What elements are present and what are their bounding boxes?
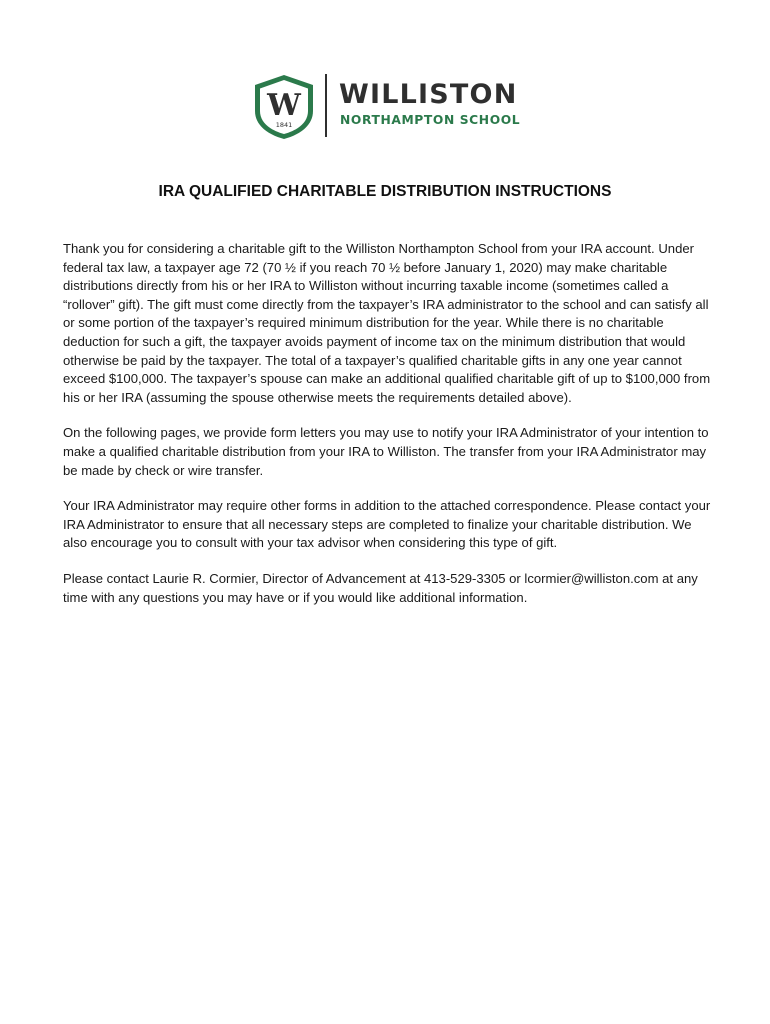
paragraph-form-letters: On the following pages, we provide form letters you may use to notify your IRA Administrator of your intention to make a qualified charitable distribution from your IRA to Williston. The transfer from your IRA Administrator may be made by check or wire transfer.: [63, 425, 709, 478]
paragraph-intro: Thank you for considering a charitable gift to the Williston Northampton School from your IRA account. Under federal tax law, a taxpayer age 72 (70 ½ if you reach 70 ½ before January 1, 2020) may make charitable distributions directly from his or her IRA to Williston without incurring taxable income (sometimes called a “rollover” gift). The gift must come directly from the taxpayer’s IRA administrator to the school and can satisfy all or some portion of the taxpayer’s required minimum distribution for the year. While there is no charitable deduction for such a gift, the taxpayer avoids payment of income tax on the minimum distribution that would otherwise be paid by the taxpayer. The total of a taxpayer’s qualified charitable gifts in any one year cannot exceed $100,000. The taxpayer’s spouse can make an additional qualified charitable gift of up to $100,000 from his or her IRA (assuming the spouse otherwise meets the requirements detailed above).: [63, 241, 711, 405]
logo-name-line1: WILLISTON: [339, 79, 518, 110]
document-body: [63, 240, 713, 624]
logo-divider: [325, 74, 327, 137]
crest-shield-icon: [253, 74, 315, 140]
paragraph-administrator: Your IRA Administrator may require other forms in addition to the attached correspondence. Please contact your IRA Administrator to ensure that all necessary steps are completed to finalize your charitable distribution. We also encourage you to consult with your tax advisor when considering this type of gift.: [63, 498, 711, 551]
crest-letter: W: [267, 88, 301, 123]
logo-name-line2: NORTHAMPTON SCHOOL: [340, 113, 521, 127]
page-title: IRA QUALIFIED CHARITABLE DISTRIBUTION INSTRUCTIONS: [158, 183, 612, 200]
paragraph-contact: Please contact Laurie R. Cormier, Director of Advancement at 413-529-3305 or lcormier@williston.com at any time with any questions you may have or if you would like additional information.: [63, 570, 698, 605]
crest-year: 1841: [275, 121, 293, 129]
school-logo: [253, 72, 523, 142]
